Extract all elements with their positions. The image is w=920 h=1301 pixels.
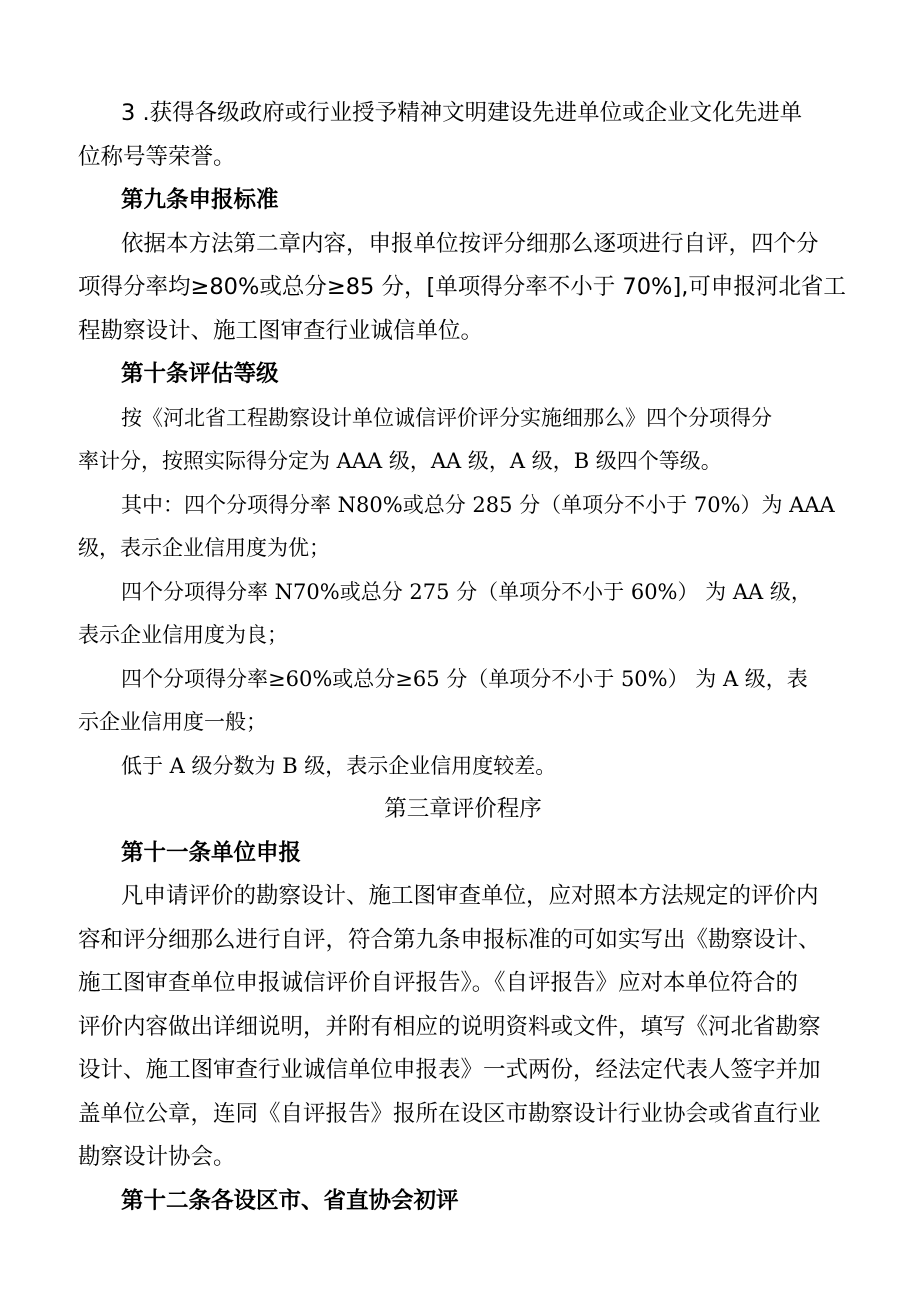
article-12-heading: 第十二条各设区市、省直协会初评: [121, 1187, 459, 1214]
article-10-section: [78, 353, 848, 788]
text-line: 位称号等荣誉。: [78, 143, 236, 170]
text-line: 程勘察设计、施工图审查行业诚信单位。: [78, 317, 484, 344]
text-line: 级，表示企业信用度为优；: [78, 536, 330, 560]
text-line: 项得分率均≥80%或总分≥85 分，[单项得分率不小于 70%],可申报河北省工: [78, 274, 846, 300]
text-line: 四个分项得分率≥60%或总分≥65 分（单项分不小于 50%） 为 A 级，表: [121, 666, 808, 691]
text-line: 四个分项得分率 N70%或总分 275 分（单项分不小于 60%） 为 AA 级，: [121, 579, 812, 604]
article-10-heading: 第十条评估等级: [121, 361, 279, 387]
item-3-paragraph: [78, 92, 848, 179]
text-line: 按《河北省工程勘察设计单位诚信评价评分实施细那么》四个分项得分: [121, 405, 772, 430]
text-line: 设计、施工图审查行业诚信单位申报表》一式两份，经法定代表人签字并加: [78, 1057, 821, 1083]
chapter-3-title: 第三章评价程序: [384, 796, 542, 822]
text-line: 凡申请评价的勘察设计、施工图审查单位，应对照本方法规定的评价内: [121, 883, 819, 909]
article-9-heading: 第九条申报标准: [121, 187, 279, 213]
text-line: 容和评分细那么进行自评，符合第九条申报标准的可如实写出《勘察设计、: [78, 926, 821, 953]
text-line: 低于 A 级分数为 B 级，表示企业信用度较差。: [121, 753, 557, 778]
text-line: 3 .获得各级政府或行业授予精神文明建设先进单位或企业文化先进单: [121, 100, 803, 126]
text-line: 评价内容做出详细说明，并附有相应的说明资料或文件，填写《河北省勘察: [78, 1013, 821, 1040]
text-line: 其中：四个分项得分率 N80%或总分 285 分（单项分不小于 70%）为 AAA: [121, 492, 835, 517]
text-line: 率计分，按照实际得分定为 AAA 级，AA 级，A 级，B 级四个等级。: [78, 449, 722, 473]
text-line: 施工图审查单位申报诚信评价自评报告》。《自评报告》应对本单位符合的: [78, 970, 799, 996]
text-line: 盖单位公章，连同《自评报告》报所在设区市勘察设计行业协会或省直行业: [78, 1100, 821, 1127]
article-11-section: [78, 832, 848, 1180]
article-9-section: [78, 179, 848, 353]
text-line: 示企业信用度一般；: [78, 710, 267, 734]
text-line: 表示企业信用度为良；: [78, 623, 288, 647]
document-page: [78, 92, 848, 1223]
text-line: 依据本方法第二章内容，申报单位按评分细那么逐项进行自评，四个分: [121, 230, 819, 257]
text-line: 勘察设计协会。: [78, 1144, 236, 1170]
article-11-heading: 第十一条单位申报: [121, 839, 302, 866]
